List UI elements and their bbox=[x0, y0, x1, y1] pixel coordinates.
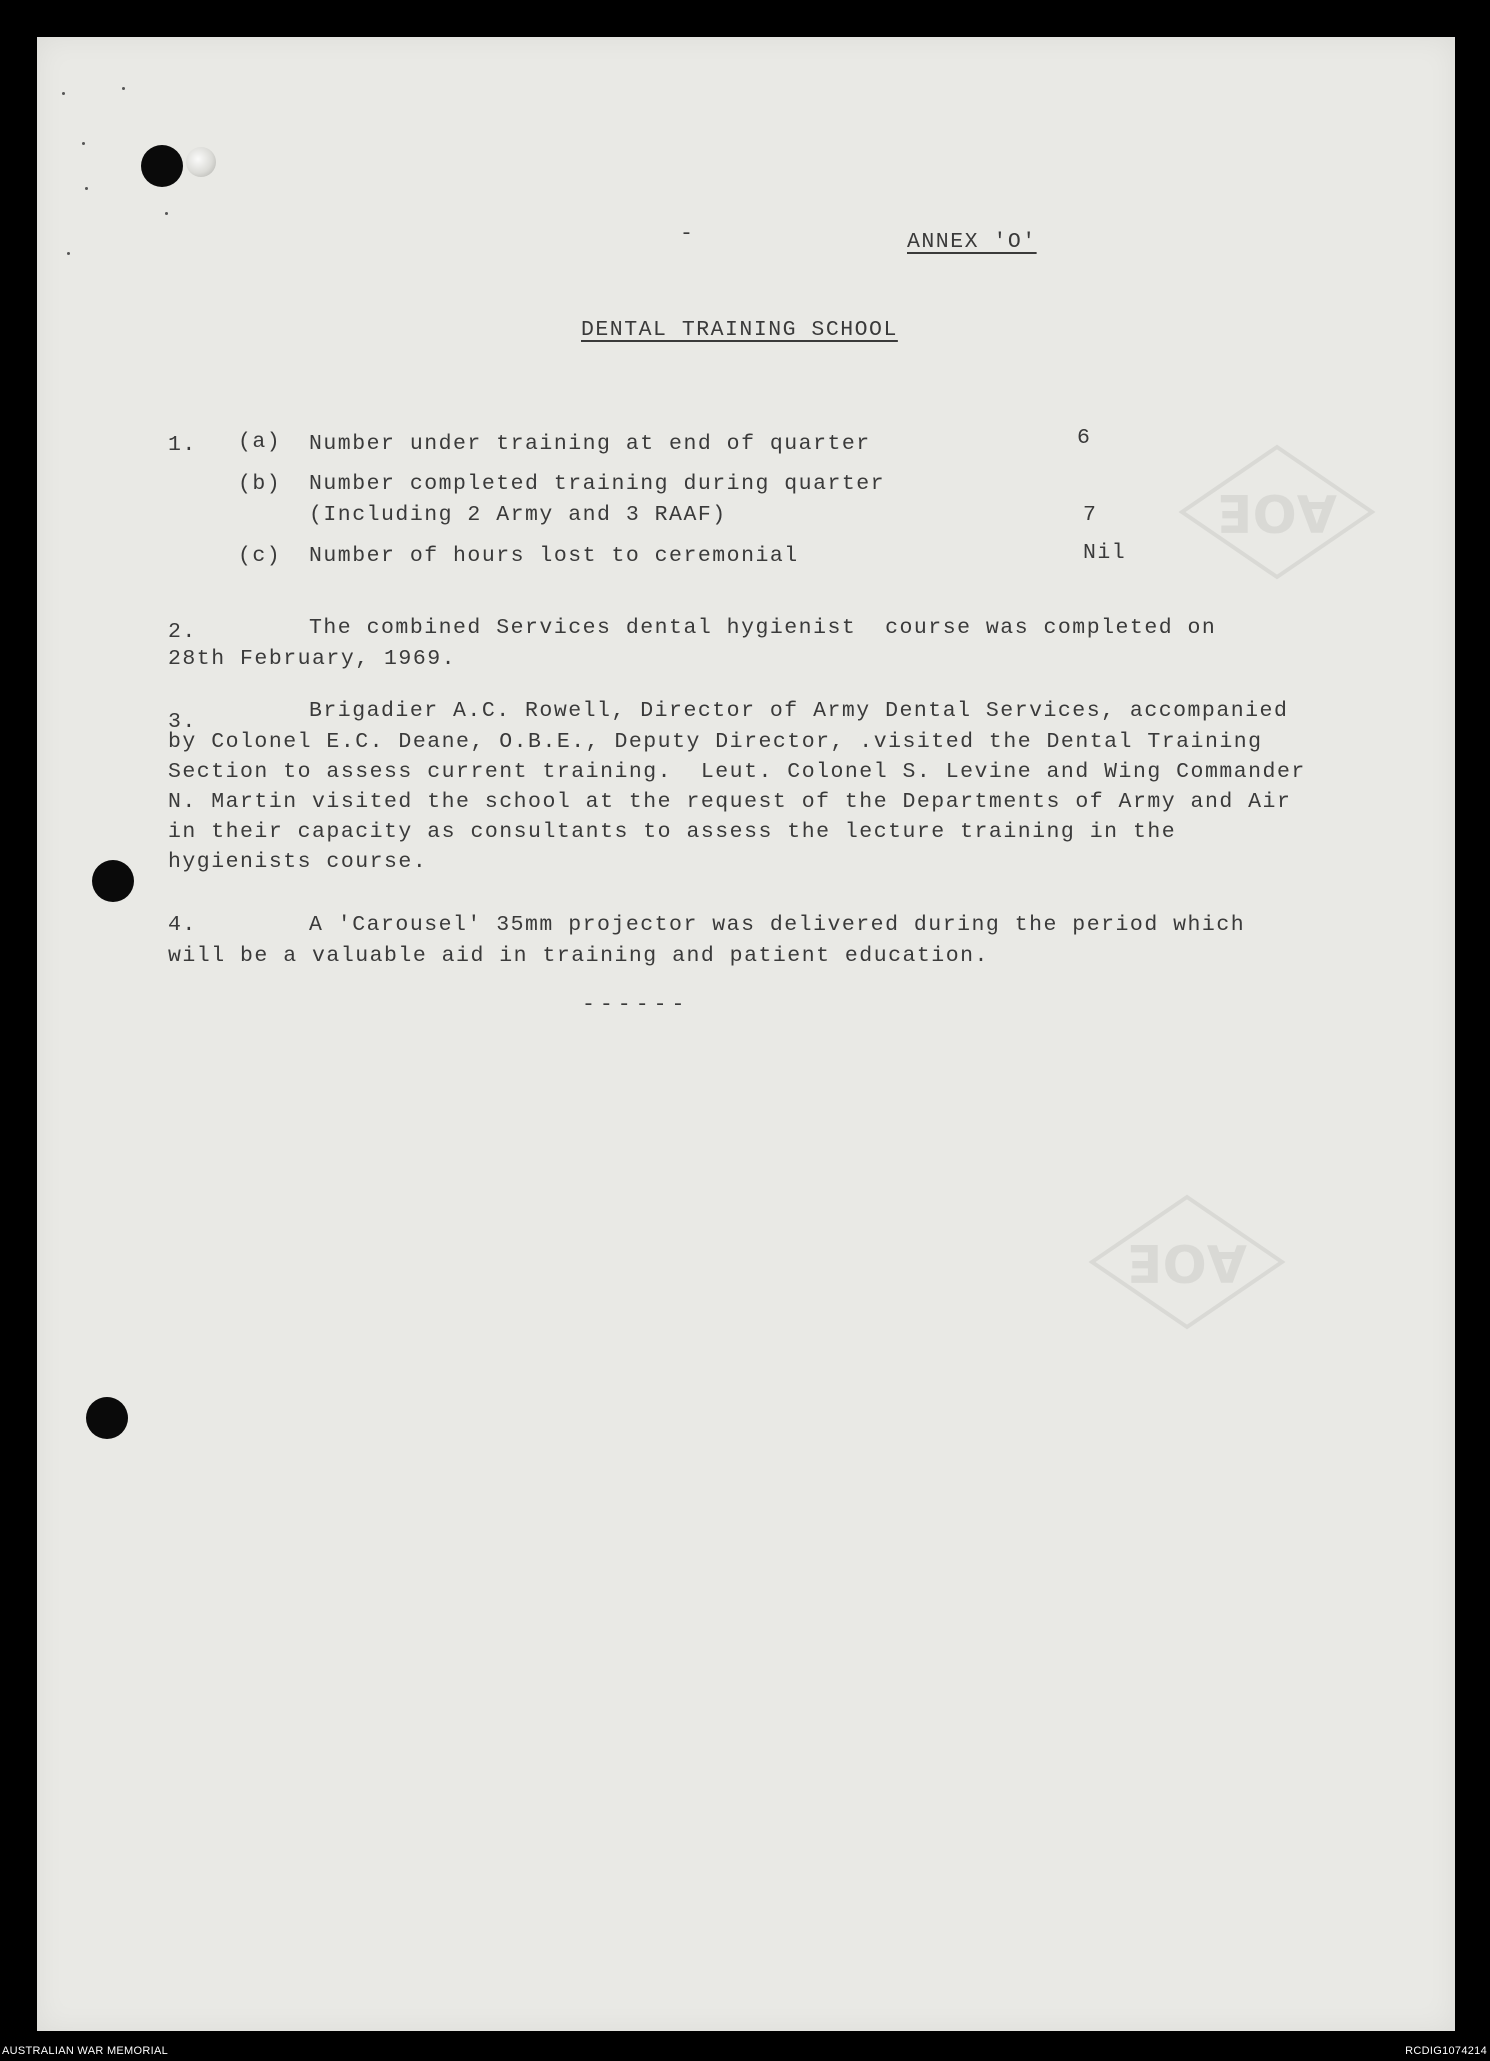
item2-line1: The combined Services dental hygienist course was completed on bbox=[309, 616, 1217, 640]
paper-speck bbox=[122, 87, 125, 90]
end-mark: ------ bbox=[582, 993, 690, 1017]
footer-archive-credit: AUSTRALIAN WAR MEMORIAL bbox=[2, 2045, 169, 2057]
item3-line5: in their capacity as consultants to assess the lecture training in the bbox=[168, 820, 1177, 844]
item1-b-value: 7 bbox=[1083, 503, 1098, 527]
watermark-logo-text: AOE bbox=[1127, 1232, 1247, 1292]
annex-label: ANNEX 'O' bbox=[907, 230, 1037, 254]
item1-b-text-line1: Number completed training during quarter bbox=[309, 472, 886, 496]
item1-a-letter: (a) bbox=[238, 430, 282, 454]
watermark-logo-text: AOE bbox=[1217, 482, 1337, 542]
item3-line1: Brigadier A.C. Rowell, Director of Army Dental Services, accompanied bbox=[309, 699, 1289, 723]
punch-hole-bottom bbox=[86, 1397, 128, 1439]
paper-speck bbox=[62, 92, 65, 95]
paper-speck bbox=[165, 212, 168, 215]
item1-a-value: 6 bbox=[1077, 426, 1092, 450]
item4-line2: will be a valuable aid in training and patient education. bbox=[168, 944, 989, 968]
item1-c-letter: (c) bbox=[238, 544, 282, 568]
item1-c-value: Nil bbox=[1083, 541, 1127, 565]
item1-b-text-line2: (Including 2 Army and 3 RAAF) bbox=[309, 503, 727, 527]
item4-number: 4. bbox=[168, 913, 197, 937]
page-title: DENTAL TRAINING SCHOOL bbox=[581, 318, 898, 342]
item2-number: 2. bbox=[168, 620, 197, 644]
paper-speck bbox=[82, 142, 85, 145]
item2-line2: 28th February, 1969. bbox=[168, 647, 457, 671]
footer-record-id: RCDIG1074214 bbox=[1405, 2045, 1487, 2057]
punch-hole-dent bbox=[186, 147, 216, 177]
item1-number: 1. bbox=[168, 433, 197, 457]
watermark-logo-lower bbox=[1082, 1187, 1292, 1337]
item3-line4: N. Martin visited the school at the request of the Departments of Army and Air bbox=[168, 790, 1292, 814]
punch-hole-top bbox=[141, 145, 183, 187]
item3-line3: Section to assess current training. Leut. Colonel S. Levine and Wing Commander bbox=[168, 760, 1306, 784]
punch-hole-middle bbox=[92, 860, 134, 902]
item1-a-text: Number under training at end of quarter bbox=[309, 432, 871, 456]
watermark-logo-upper bbox=[1172, 437, 1382, 587]
item4-line1: A 'Carousel' 35mm projector was delivered during the period which bbox=[309, 913, 1246, 937]
item1-c-text: Number of hours lost to ceremonial bbox=[309, 544, 799, 568]
item3-number: 3. bbox=[168, 710, 197, 734]
paper-speck bbox=[85, 187, 88, 190]
paper-speck bbox=[67, 252, 70, 255]
top-mark: - bbox=[680, 222, 695, 246]
document-page bbox=[37, 37, 1455, 2031]
item1-b-letter: (b) bbox=[238, 472, 282, 496]
item3-line2: by Colonel E.C. Deane, O.B.E., Deputy Director, .visited the Dental Training bbox=[168, 730, 1263, 754]
item3-line6: hygienists course. bbox=[168, 850, 428, 874]
